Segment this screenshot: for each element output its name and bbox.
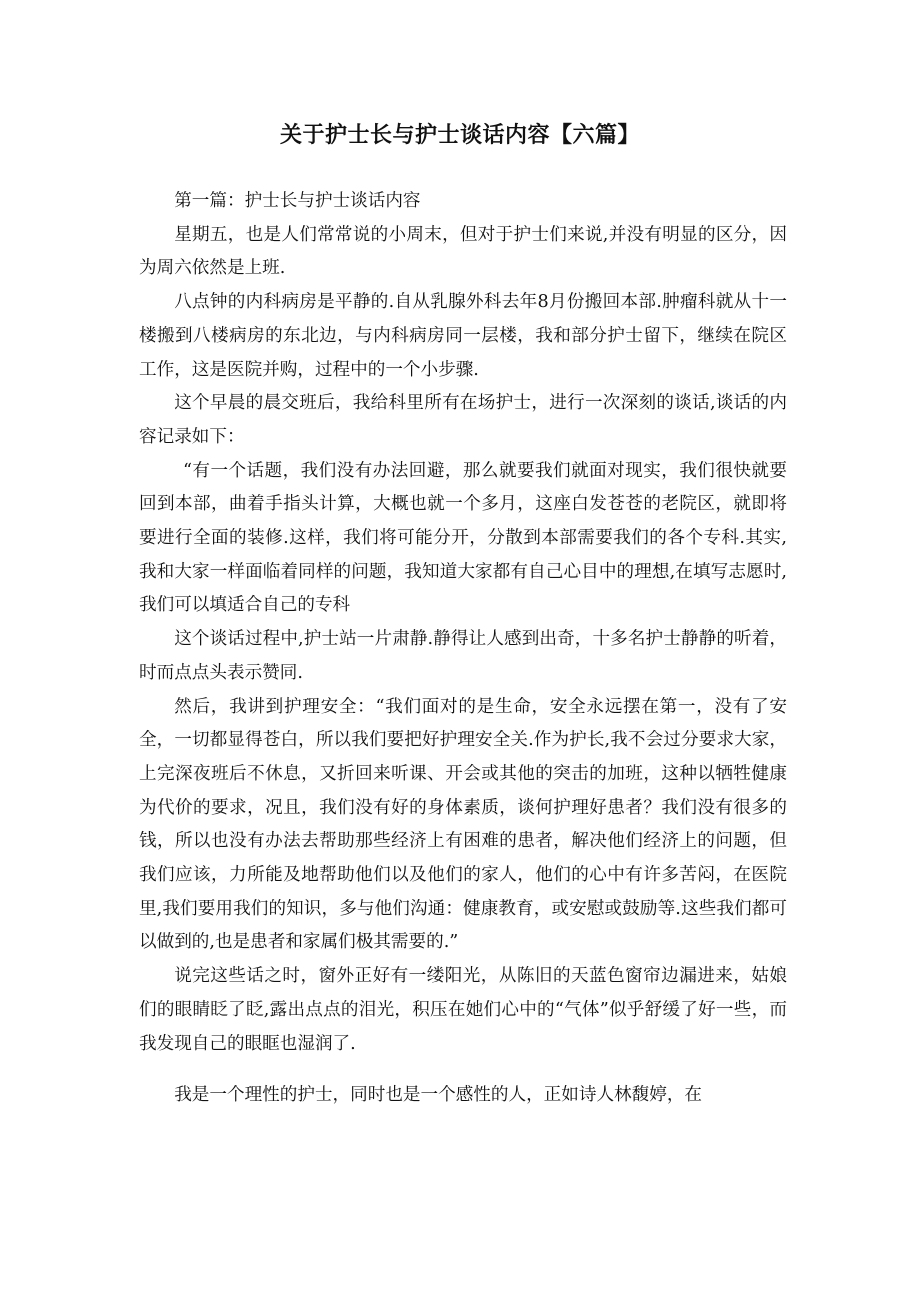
paragraph: 星期五，也是人们常常说的小周末，但对于护士们来说,并没有明显的区分，因为周六依然是上班. <box>139 224 787 279</box>
paragraph: 说完这些话之时，窗外正好有一缕阳光，从陈旧的天蓝色窗帘边漏进来，姑娘们的眼睛眨了眨,露出点点的泪光，积压在她们心中的“气体”似乎舒缓了好一些，而我发现自己的眼眶也湿润了. <box>139 966 787 1054</box>
section-heading: 第一篇：护士长与护士谈话内容 <box>174 191 421 211</box>
document-body <box>139 185 787 1113</box>
paragraph: “有一个话题，我们没有办法回避，那么就要我们就面对现实，我们很快就要回到本部，曲着手指头计算，大概也就一个多月，这座白发苍苍的老院区，就即将要进行全面的装修.这样，我们将可能分开，分散到本部需要我们的各个专科.其实,我和大家一样面临着同样的问题，我知道大家都有自己心目中的理想,在填写志愿时,我们可以填适合自己的专科 <box>139 460 787 616</box>
paragraph: 然后，我讲到护理安全：“我们面对的是生命，安全永远摆在第一，没有了安全，一切都显得苍白，所以我们要把好护理安全关.作为护长,我不会过分要求大家，上完深夜班后不休息，又折回来听课、开会或其他的突击的加班，这种以牺牲健康为代价的要求，况且，我们没有好的身体素质，谈何护理好患者？我们没有很多的钱，所以也没有办法去帮助那些经济上有困难的患者，解决他们经济上的问题，但我们应该，力所能及地帮助他们以及他们的家人，他们的心中有许多苦闷，在医院里,我们要用我们的知识，多与他们沟通：健康教育，或安慰或鼓励等.这些我们都可以做到的,也是患者和家属们极其需要的.” <box>139 696 787 953</box>
paragraph: 这个早晨的晨交班后，我给科里所有在场护士，进行一次深刻的谈话,谈话的内容记录如下： <box>139 393 787 447</box>
document-title: 关于护士长与护士谈话内容【六篇】 <box>279 123 640 148</box>
paragraph: 这个谈话过程中,护士站一片肃静.静得让人感到出奇，十多名护士静静的听着，时而点点头表示赞同. <box>139 629 787 683</box>
paragraph: 八点钟的内科病房是平静的.自从乳腺外科去年8月份搬回本部.肿瘤科就从十一楼搬到八楼病房的东北边，与内科病房同一层楼，我和部分护士留下，继续在院区工作，这是医院并购，过程中的一个小步骤. <box>139 292 787 380</box>
paragraph: 我是一个理性的护士，同时也是一个感性的人，正如诗人林馥婷，在 <box>174 1085 703 1106</box>
